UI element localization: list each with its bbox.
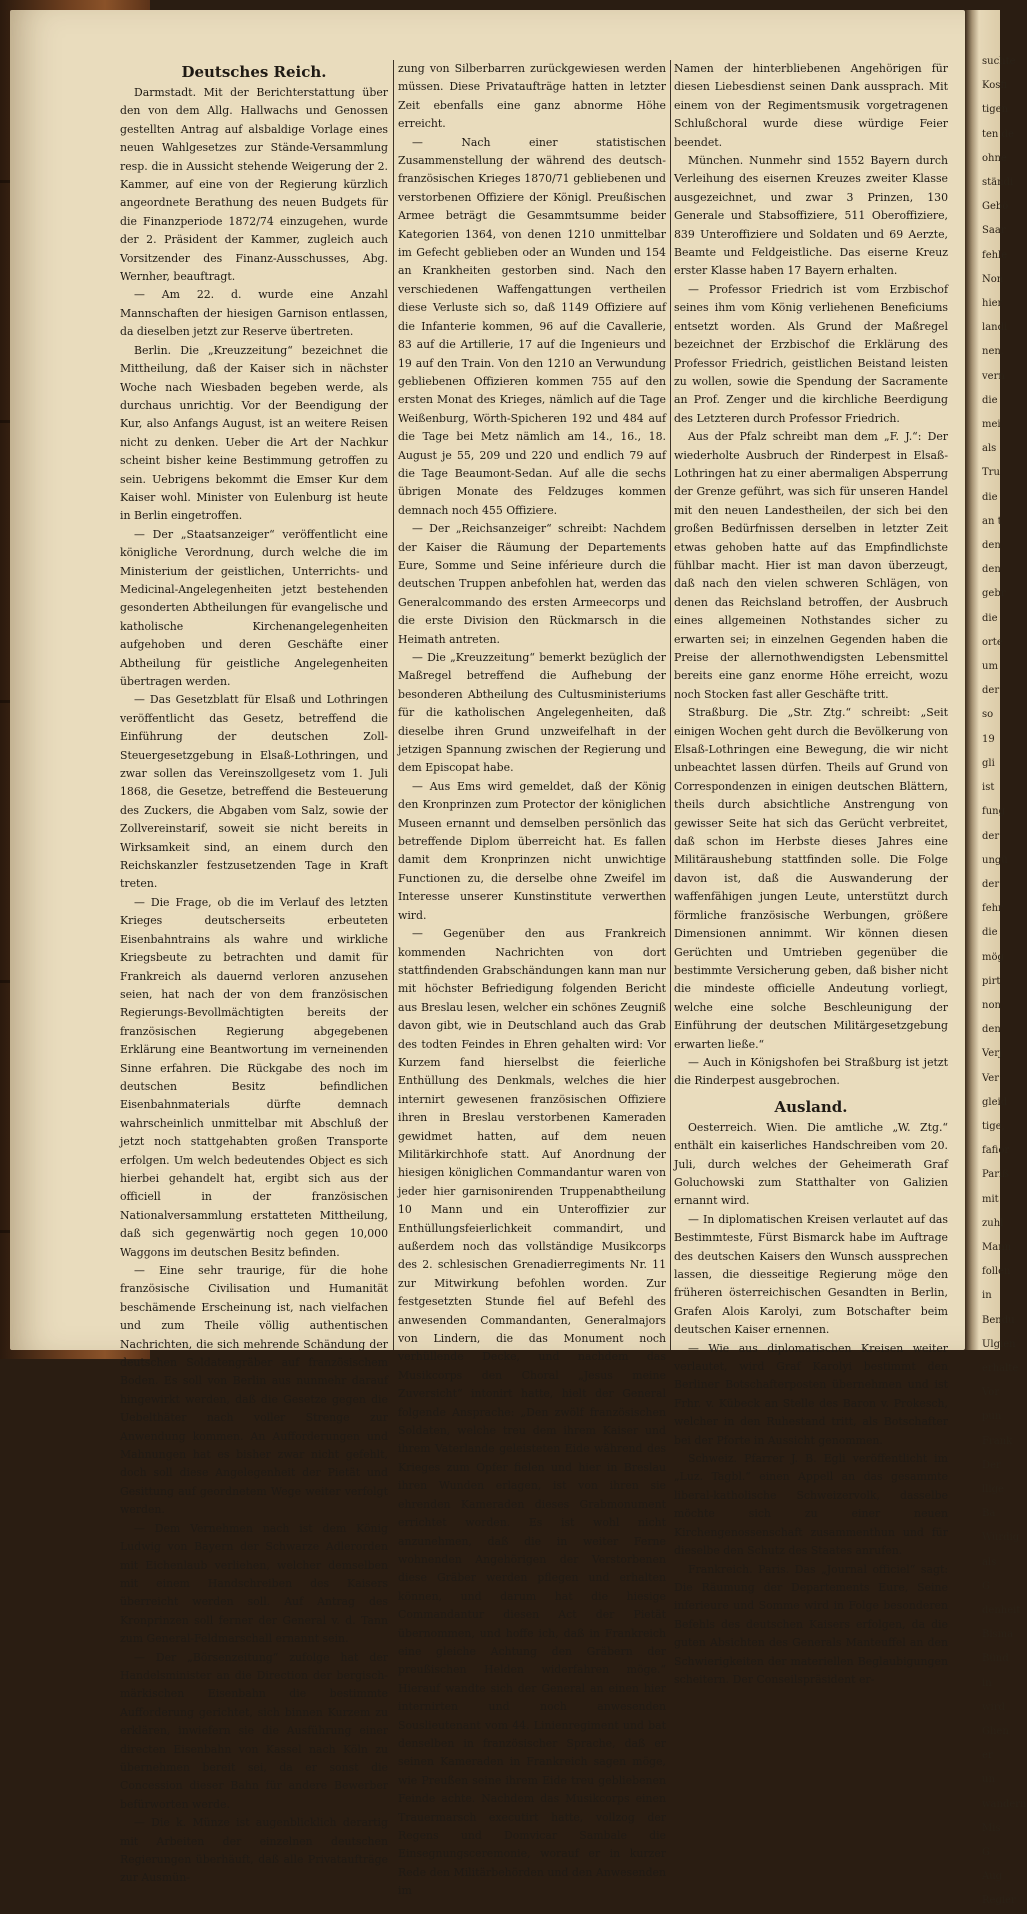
edge-fragment: der — [982, 878, 1000, 890]
edge-fragment: Ba — [982, 1508, 996, 1520]
edge-fragment: landi — [982, 322, 1008, 334]
article-paragraph: — Professor Friedrich ist vom Erzbischof seines ihm vom König verliehenen Beneficiums entsetzt worden. Als Grund der Maßregel bezeichnet der Erzbischof die Erklärung des Professor Friedrich, geistlichen Beistand leisten zu wollen, sowie die Spendung der Sacramente an Prof. Zenger und die kirchliche Beerdigung des Letzteren durch Professor Friedrich. — [674, 282, 948, 425]
column-rule — [393, 60, 394, 1350]
edge-fragment: der — [982, 830, 1000, 842]
edge-fragment: er — [982, 1750, 993, 1762]
edge-fragment: suchte — [982, 56, 1016, 67]
edge-fragment: ständi — [982, 177, 1014, 189]
edge-fragment: fafior — [982, 1145, 1010, 1157]
edge-fragment: Pariß — [982, 1169, 1009, 1181]
edge-fragment: gli — [982, 757, 995, 769]
article-berlin: Berlin. Die „Kreuzzeitung“ bezeichnet die Mittheilung, daß der Kaiser sich in nächster Woche nach Wiesbaden begeben werde, als durchaus unrichtig. Vor der Beendigung der Kur, also Anfangs August, ist an weitere Reisen nicht zu denken. Ueber die Art der Nachkur scheint bisher keine Bestimmung getroffen zu sein. Uebrigens bekommt die Emser Kur dem Kaiser wohl. Minister von Eulenburg ist heute in Berlin eingetroffen. — [120, 343, 388, 523]
article-paragraph: — Gegenüber den aus Frankreich kommenden Nachrichten von dort stattfindenden Grabschändungen kann man nur mit höchster Befriedigung folgenden Bericht aus Breslau lesen, welcher ein schönes Zeugniß davon gibt, wie in Deutschland auch das Grab des todten Feindes in Ehren gehalten wird: Vor Kurzem fand hierselbst die feierliche Enthüllung des Denkmals, welches die hier internirt gewesenen französischen Offiziere ihren in Breslau verstorbenen Kameraden gewidmet hatten, auf dem neuen Militärkirchhofe statt. Auf Anordnung der hiesigen königlichen Commandantur waren von jeder hier garnisonirenden Truppenabtheilung 10 Mann und ein Unteroffizier zur Enthüllungsfeierlichkeit commandirt, und außerdem noch das vollständige Musikcorps des 2. schlesischen Grenadierregiments Nr. 11 zur Mitwirkung befohlen worden. Zur festgesetzten Stunde fiel auf Befehl des anwesenden Commandanten, Generalmajors von Lindern, die das Monument noch verhüllende Decke, und nachdem das Musikcorps den Choral „Jesus meine Zuversicht“ intonirt hatte, hielt der General folgende Ansprache: „Den zwölf französischen Soldaten, welche treu dem ihrem Kaiser und ihrem Vaterlande geleisteten Eide während des Krieges zum Opfer fielen und hier in Breslau ihren Wunden erlagen, ist von ihren sie ehrenden Kameraden dieses Grabmonument errichtet worden. Es ist wohl nicht anzunehmen, daß die in weiter Ferne wohnenden Angehörigen der Verstorbenen diese Gräber werden pflegen und erhalten können, und darum hat die hiesige Commandantur diesen Act der Pietät übernommen, und hoffe ich, daß in Frankreich eine gleiche Achtung den Gräbern der preußischen Helden widerfahren möge.“ Hierauf wandte sich der General an einen hier internirten und noch anwesenden Souslieutenant vom 44. Linienregiment und bat denselben in französischer Sprache, daß er seinen Kameraden in Frankreich sagen möge, wie Preußen seine ihrem Eide treu gebliebenen Feinde achte. Nachdem das Musikcorps einen Trauermarsch executirt hatte, vollzog der Regens und Domvicar Sambale die Einsegnungsceremonie, worauf er in kurzer Rede den Militärbehörden und den Anwesenden im — [398, 927, 666, 1898]
edge-fragment: follen — [982, 1266, 1011, 1278]
edge-fragment: Frank — [982, 1435, 1013, 1447]
article-paragraph: — Der „Staatsanzeiger“ veröffentlicht eine königliche Verordnung, durch welche die im Ministerium der geistlichen, Unterrichts- und Medicinal-Angelegenheiten jetzt bestehenden gesonderten Abtheilungen für evangelische und katholische Kirchenangelegenheiten aufgehoben und deren Geschäfte einer Abtheilung für geistliche Angelegenheiten übertragen werden. — [120, 527, 388, 688]
edge-fragment: um — [982, 661, 998, 673]
edge-fragment: als — [982, 443, 997, 455]
edge-fragment: tige, — [982, 1120, 1005, 1132]
article-schweiz: Schweiz. Pfarrer J. B. Egli veröffentlicht im „Luz. Tagbl.“ einen Appell an das gesammte liberal-katholische Schweizervolk, dasselbe möchte sich zu einer neuen Kirchengenossenschaft zusammenthun und für dieselbe den Schutz des Staates anrufen. — [674, 1452, 948, 1558]
article-frankreich: Frankreich. Paris. Das „Journal officiel“ sagt: Die Räumung der Departements Eure, Seine inferieure und Somme wird in Folge besonderen Befehls des deutschen Kaisers erfolgen, da die guten Absichten des Generals Manteuffel an den Schwierigkeiten der materiellen Beglaubigungen scheitern. Der Conseilspräsident er- — [674, 1562, 948, 1686]
article-paragraph: — Nach einer statistischen Zusammenstellung der während des deutsch-französischen Krieges 1870/71 gebliebenen und verstorbenen Offiziere der Königl. Preußischen Armee beträgt die Gesammtsumme beider Kategorien 1364, von denen 1210 unmittelbar im Gefecht geblieben oder an Wunden und 154 an Krankheiten gestorben sind. Nach den verschiedenen Waffengattungen vertheilen diese Verluste sich so, daß 1149 Offiziere auf die Infanterie kommen, 96 auf die Cavallerie, 83 auf die Artillerie, 17 auf die Ingenieurs und 19 auf den Train. Von den 1210 an Verwundung gebliebenen Offizieren kommen 755 auf den ersten Monat des Krieges, nämlich auf die Tage Weißenburg, Wörth-Spicheren 192 und 484 auf die Tage bei Metz nämlich am 14., 16., 18. August je 55, 209 und 220 und endlich 79 auf die Tage Beaumont-Sedan. Auf alle die sechs übrigen Monate des Feldzuges kommen demnach noch 455 Offiziere. — [398, 135, 666, 517]
article-darmstadt: Darmstadt. Mit der Berichterstattung über den von dem Allg. Hallwachs und Genossen gestellten Antrag auf alsbaldige Vorlage eines neuen Wahlgesetzes zur Stände-Versammlung resp. die in Aussicht stehende Weigerung der 2. Kammer, auf eine von der Regierung kürzlich angeordnete Berathung des neuen Budgets für die Finanzperiode 1872/74 einzugehen, wurde der 2. Präsident der Kammer, zugleich auch Vorsitzender des Finanz-Ausschusses, Abg. Wernher, beauftragt. — [120, 86, 388, 284]
edge-fragment: zuhl — [982, 1217, 1004, 1229]
edge-fragment: gleid — [982, 1096, 1008, 1108]
edge-fragment: Mis — [982, 1822, 1001, 1834]
edge-fragment: fehle — [982, 249, 1008, 261]
edge-fragment: den — [982, 540, 1001, 552]
article-paragraph: — Dem Vernehmen nach ist dem König Ludwig von Bayern der Schwarze Adlerorden mit Eichenlaub verliehen, welcher demselben mit einem Handschreiben des Kaisers überreicht werden soll. Auf Antrag des Kronprinzen soll ferner der General v. d. Tann zum General-Feldmarschall ernannt sein. — [120, 1521, 388, 1646]
edge-fragment: Würdig — [982, 1532, 1020, 1544]
edge-fragment: die — [982, 612, 998, 624]
article-paragraph: — Das Gesetzblatt für Elsaß und Lothringen veröffentlicht das Gesetz, betreffend die Einführung der deutschen Zoll-Steuergesetzgebung in Elsaß-Lothringen, und zwar sollen das Vereinszollgesetz vom 1. Juli 1868, die Gesetze, betreffend die Besteuerung des Zuckers, die Abgaben vom Salz, sowie der Zollvereinstarif, soweit sie nicht bereits in Wirksamkeit sind, an einem durch den Reichskanzler festzusetzenden Tage in Kraft treten. — [120, 693, 388, 891]
edge-fragment: orte — [982, 636, 1003, 648]
edge-fragment: 19 — [982, 733, 995, 745]
edge-fragment: G — [982, 1847, 990, 1859]
edge-fragment: Ghen — [982, 1726, 1009, 1738]
article-paragraph: — Auch in Königshofen bei Straßburg ist jetzt die Rinderpest ausgebrochen. — [674, 1055, 948, 1088]
edge-fragment: Bisma — [982, 1629, 1014, 1641]
article-paragraph: — Die Frage, ob die im Verlauf des letzten Krieges deutscherseits erbeuteten Eisenbahntrains als wahre und wirkliche Kriegsbeute zu betrachten und damit für Frankreich als dauernd verloren anzusehen seien, hat nach der von dem französischen Regierungs-Bevollmächtigten bereits der französischen Regierung abgegebenen Erklärung eine Beantwortung im verneinenden Sinne erfahren. Die Rückgabe des noch im deutschen Besitz befindlichen Eisenbahnmaterials dürfte demnach wahrscheinlich unmittelbar mit Abschluß der jetzt noch stattgehabten großen Transporte erfolgen. Um welch bedeutendes Object es sich hierbei gehandelt hat, ergibt sich aus der officiell in der französischen Nationalversammlung erstatteten Mittheilung, daß sich gegenwärtig noch gegen 10,000 Waggons im deutschen Besitz befinden. — [120, 895, 388, 1259]
edge-fragment: hier — [982, 298, 1003, 310]
edge-fragment: Vor — [982, 1387, 1000, 1399]
column-3 — [674, 60, 948, 1686]
edge-fragment: denheit — [982, 1605, 1021, 1616]
article-paragraph: Namen der hinterbliebenen Angehörigen für diesen Liebesdienst seinen Dank aussprach. Mit einem von der Regimentsmusik vorgetragenen Schlußchoral wurde diese würdige Feier beendet. — [674, 62, 948, 149]
edge-fragment: so — [982, 709, 994, 721]
section-heading-deutsches-reich: Deutsches Reich. — [181, 63, 327, 81]
edge-fragment: Bünd — [982, 1653, 1009, 1665]
edge-fragment: Tru — [982, 467, 1000, 479]
edge-fragment: pun — [982, 1411, 1002, 1423]
edge-fragment: llige — [982, 1483, 1004, 1495]
edge-fragment: Kosfi — [982, 80, 1008, 92]
article-paragraph: — Aus Ems wird gemeldet, daß der König den Kronprinzen zum Protector der königlichen Museen ernannt und demselben persönlich das betreffende Diplom überreicht hat. Es fallen damit dem Kronprinzen nicht unwichtige Functionen zu, die derselbe ohne Zweifel im Interesse unserer Kunstinstitute verwerthen wird. — [398, 779, 666, 922]
edge-fragment: Regier — [982, 1895, 1016, 1907]
edge-fragment: in — [982, 1290, 992, 1302]
next-page-edge — [965, 10, 1027, 1907]
article-strassburg: Straßburg. Die „Str. Ztg.“ schreibt: „Seit einigen Wochen geht durch die Bevölkerung von Elsaß-Lothringen eine Bewegung, die wir nicht unbeachtet lassen dürfen. Theils auf Grund von Correspondenzen in einigen deutschen Blättern, theils durch absichtliche Anstrengung von gewisser Seite hat sich das Gerücht verbreitet, daß schon im Herbste dieses Jahres eine Militäraushebung stattfinden solle. Die Folge davon ist, daß die Auswanderung der waffenfähigen jungen Leute, unterstützt durch förmliche französische Werbungen, größere Dimensionen annimmt. Wir können diesen Gerüchten und Umtrieben gegenüber die bestimmte Versicherung geben, daß bisher nicht die mindeste officielle Andeutung vorliegt, welche eine solche Beschleunigung der Einführung der deutschen Militärgesetzgebung erwarten ließe.“ — [674, 706, 948, 1051]
column-rule — [670, 60, 671, 1350]
article-paragraph: — In diplomatischen Kreisen verlautet auf das Bestimmteste, Fürst Bismarck habe im Auftrage des deutschen Kaisers den Wunsch aussprechen lassen, die diesseitige Regierung möge den früheren österreichischen Gesandten in Berlin, Grafen Alois Karolyi, zum Botschafter beim deutschen Kaiser ernennen. — [674, 1212, 948, 1337]
edge-fragment: Aug — [982, 1871, 1003, 1883]
edge-fragment: nen. — [982, 346, 1004, 358]
edge-fragment: an t — [982, 515, 1002, 527]
edge-fragment: die — [982, 927, 998, 939]
edge-fragment: G — [982, 1580, 990, 1592]
edge-fragment: Verj — [982, 1048, 1003, 1060]
edge-fragment: Ver — [982, 1072, 1000, 1084]
edge-fragment: den — [982, 564, 1001, 576]
article-muenchen: München. Nunmehr sind 1552 Bayern durch Verleihung des eisernen Kreuzes zweiter Klasse ausgezeichnet, und zwar 3 Prinzen, 130 Generale und Stabsoffiziere, 511 Oberoffiziere, 839 Unteroffiziere und Soldaten und 69 Aerzte, Beamte und Feldgeistliche. Das eiserne Kreuz erster Klasse haben 17 Bayern erhalten. — [674, 154, 948, 278]
edge-fragment: mei — [982, 419, 1001, 431]
edge-fragment: mög — [982, 951, 1004, 963]
edge-fragment: Mann — [982, 1241, 1012, 1253]
article-paragraph: — Eine sehr traurige, für die hohe französische Civilisation und Humanität beschämende Erscheinung ist, nach vielfachen und zum Theile völlig authentischen Nachrichten, die sich mehrende Schändung der deutschen Soldatengräber auf französischem Boden. Es soll von Berlin aus nunmehr darauf hingewirkt werden, daß die Gesetze gegen die Uebelthäter nach voller Strenge zur Anwendung kommen. An Aufforderungen und Mahnungen hat es bisher zwar nicht gefehlt, doch soll diese Angelegenheit der Pietät und Gesittung auf geordnetem Wege weiter verfolgt werden. — [120, 1264, 388, 1517]
edge-fragment: non — [982, 999, 1001, 1011]
edge-fragment: mit — [982, 1193, 999, 1205]
edge-fragment: Saar — [982, 225, 1006, 237]
edge-fragment: als — [982, 1556, 997, 1568]
edge-fragment: ten de — [982, 128, 1014, 140]
article-paragraph: — Der „Reichsanzeiger“ schreibt: Nachdem der Kaiser die Räumung der Departements Eure, Somme und Seine inférieure durch die deutschen Truppen anbefohlen hat, werden das Generalcommando des ersten Armeecorps und die erste Division den Rückmarsch in die Heimath antreten. — [398, 522, 666, 646]
article-paragraph: — Die „Kreuzzeitung“ bemerkt bezüglich der Maßregel betreffend die Aufhebung der besonderen Abtheilung des Cultusministeriums für die katholischen Angelegenheiten, daß dieselbe ihren Grund unzweifelhaft in der jetzigen Spannung zwischen der Regierung und dem Episcopat habe. — [398, 651, 666, 775]
edge-fragment: pirt — [982, 975, 1001, 987]
article-paragraph: — Wie aus diplomatischen Kreisen weiter verlautet, wird Graf Karolyi bestimmt den Berliner Botschafterposten übernehmen und ist Frhr. v. Kübeck an Stelle des Baron v. Prokesch, welcher in den Ruhestand tritt, als Botschafter bei der Pforte in Aussicht genommen. — [674, 1341, 948, 1447]
article-paragraph: zung von Silberbarren zurückgewiesen werden müssen. Diese Privataufträge hatten in letzter Zeit ebenfalls eine ganz abnorme Höhe erreicht. — [398, 62, 666, 131]
edge-fragment: Gebö — [982, 201, 1009, 213]
article-oesterreich: Oesterreich. Wien. Die amtliche „W. Ztg.“ enthält ein kaiserliches Handschreiben vom 20. Juli, durch welches der Geheimerath Graf Goluchowski zum Statthalter von Galizien ernannt wird. — [674, 1120, 948, 1208]
edge-fragment: Ulgien — [982, 1338, 1016, 1350]
edge-fragment: ohne — [982, 152, 1007, 164]
edge-fragment: erhalte — [982, 1362, 1019, 1374]
edge-fragment: die — [982, 394, 998, 406]
column-1 — [120, 60, 388, 1885]
edge-fragment: fung — [982, 806, 1005, 818]
edge-fragment: Bendu — [982, 1314, 1015, 1326]
edge-fragment: Der — [982, 1459, 1001, 1471]
edge-fragment: ist — [982, 782, 995, 794]
edge-fragment: gebr — [982, 588, 1006, 600]
edge-fragment: die — [982, 491, 998, 503]
article-paragraph: — Am 22. d. wurde eine Anzahl Mannschaften der hiesigen Garnison entlassen, da dieselben jetzt zur Reserve übertreten. — [120, 288, 388, 339]
edge-fragment: un — [982, 1774, 995, 1786]
edge-fragment: vern — [982, 370, 1005, 382]
article-pfalz: Aus der Pfalz schreibt man dem „F. J.“: Der wiederholte Ausbruch der Rinderpest in Elsaß-Lothringen hat zu einer abermaligen Absperrung der Grenze geführt, was sich für unseren Handel mit den neuen Landestheilen, der sich bei den großen Bedürfnissen derselben in letzter Zeit etwas gehoben hatte auf das Empfindlichste fühlbar macht. Hier ist man davon überzeugt, daß nach den vielen schweren Schlägen, von denen das Reichsland betroffen, der Ausbruch eines allgemeinen Nothstandes sicher zu erwarten sei; in einzelnen Gegenden haben die Preise der allernothwendigsten Lebensmittel bereits eine ganz enorme Höhe erreicht, wozu noch Stocken fast aller Geschäfte tritt. — [674, 430, 948, 701]
edge-fragment: fehr — [982, 903, 1003, 915]
edge-fragment: den — [982, 1024, 1001, 1036]
edge-fragment: wird — [982, 1701, 1005, 1713]
edge-fragment: in — [982, 1677, 992, 1689]
edge-fragment: der — [982, 685, 1000, 697]
edge-fragment: tigen — [982, 104, 1008, 116]
column-2 — [398, 60, 666, 1898]
next-page-fragments — [982, 50, 1027, 1914]
edge-fragment: Non — [982, 273, 1004, 285]
section-heading-ausland: Ausland. — [774, 1097, 848, 1116]
edge-fragment: wandern — [982, 1798, 1027, 1810]
article-paragraph: — Die k. Münze ist augenblicklich derartig mit Arbeiten der einzelnen deutschen Regierungen überhäuft, daß alle Privataufträge zur Ausmün- — [120, 1816, 388, 1885]
edge-fragment: ungü — [982, 854, 1008, 866]
article-paragraph: — Der „Börsenzeitung“ zufolge hat der Handelsminister an die Direction der bergisch-märkischen Eisenbahn die bestimmte Aufforderung gerichtet, sich binnen Kurzem zu erklären, inwiefern sie die Ausführung einer directen Eisenbahn von Kassel nach Köln zu übernehmen bereit sei, da er sonst die Concession dieser Bahn für andere Bewerber befürworten werde. — [120, 1650, 388, 1811]
